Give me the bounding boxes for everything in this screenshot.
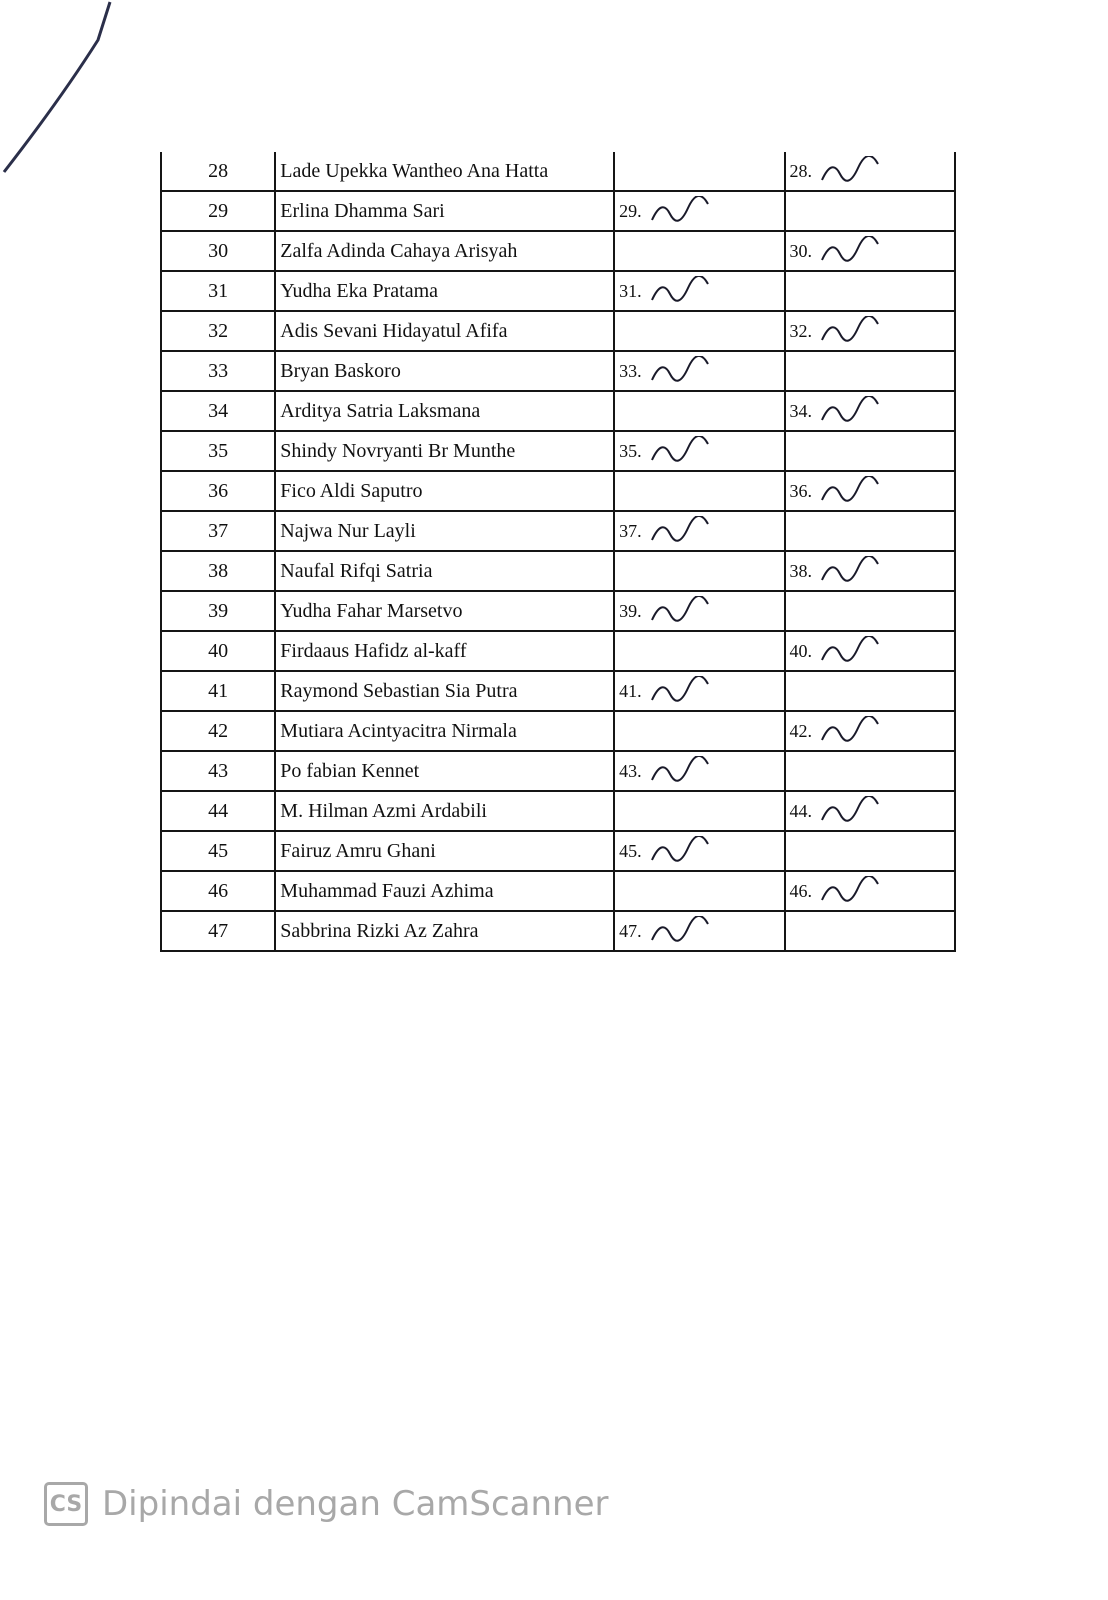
student-name: Muhammad Fauzi Azhima xyxy=(275,871,614,911)
table-row xyxy=(161,391,955,431)
handwritten-signature xyxy=(648,276,718,306)
table-row xyxy=(161,511,955,551)
signature-cell-right xyxy=(785,791,955,831)
student-name: Sabbrina Rizki Az Zahra xyxy=(275,911,614,951)
signature-cell-right xyxy=(785,551,955,591)
row-number: 39 xyxy=(161,591,275,631)
table-row xyxy=(161,431,955,471)
signature-cell-left xyxy=(614,671,784,711)
signature-cell-left xyxy=(614,231,784,271)
signature-cell-right xyxy=(785,831,955,871)
student-name: Firdaaus Hafidz al-kaff xyxy=(275,631,614,671)
row-number: 30 xyxy=(161,231,275,271)
student-name: Adis Sevani Hidayatul Afifa xyxy=(275,311,614,351)
signature-number: 37. xyxy=(619,520,642,541)
signature-cell-right xyxy=(785,711,955,751)
signature-cell-right xyxy=(785,231,955,271)
student-name: Mutiara Acintyacitra Nirmala xyxy=(275,711,614,751)
student-name: Fico Aldi Saputro xyxy=(275,471,614,511)
student-name: Raymond Sebastian Sia Putra xyxy=(275,671,614,711)
signature-number: 35. xyxy=(619,440,642,461)
table-row xyxy=(161,551,955,591)
table-row xyxy=(161,711,955,751)
signature-cell-left xyxy=(614,551,784,591)
signature-cell-left xyxy=(614,631,784,671)
table-row xyxy=(161,911,955,951)
signature-cell-left xyxy=(614,831,784,871)
signature-cell-left xyxy=(614,591,784,631)
signature-number: 46. xyxy=(789,880,813,901)
table-row xyxy=(161,591,955,631)
handwritten-signature xyxy=(818,396,888,426)
table-row xyxy=(161,631,955,671)
signature-number: 28. xyxy=(789,160,813,181)
signature-cell-right xyxy=(785,671,955,711)
signature-cell-left xyxy=(614,271,784,311)
row-number: 37 xyxy=(161,511,275,551)
signature-cell-left xyxy=(614,911,784,951)
handwritten-signature xyxy=(818,796,888,826)
student-name: M. Hilman Azmi Ardabili xyxy=(275,791,614,831)
handwritten-signature xyxy=(818,236,888,266)
signature-cell-right xyxy=(785,311,955,351)
signature-cell-right xyxy=(785,391,955,431)
table-row xyxy=(161,191,955,231)
signature-number: 39. xyxy=(619,600,642,621)
student-name: Po fabian Kennet xyxy=(275,751,614,791)
signature-cell-left xyxy=(614,711,784,751)
student-name: Naufal Rifqi Satria xyxy=(275,551,614,591)
signature-cell-right xyxy=(785,911,955,951)
table-row xyxy=(161,831,955,871)
camscanner-watermark xyxy=(44,1482,609,1526)
row-number: 41 xyxy=(161,671,275,711)
table-row xyxy=(161,791,955,831)
signature-number: 43. xyxy=(619,760,642,781)
handwritten-signature xyxy=(648,836,718,866)
student-name: Fairuz Amru Ghani xyxy=(275,831,614,871)
signature-cell-left xyxy=(614,871,784,911)
attendance-table xyxy=(160,152,956,952)
table-row xyxy=(161,351,955,391)
signature-number: 47. xyxy=(619,920,642,941)
signature-cell-right xyxy=(785,591,955,631)
signature-number: 36. xyxy=(789,480,813,501)
signature-cell-left xyxy=(614,471,784,511)
handwritten-signature xyxy=(818,876,888,906)
camscanner-logo-icon: CS xyxy=(44,1482,88,1526)
table-row xyxy=(161,471,955,511)
signature-cell-left xyxy=(614,351,784,391)
signature-cell-right xyxy=(785,511,955,551)
row-number: 44 xyxy=(161,791,275,831)
table-row xyxy=(161,152,955,191)
signature-cell-right xyxy=(785,152,955,191)
row-number: 32 xyxy=(161,311,275,351)
row-number: 34 xyxy=(161,391,275,431)
row-number: 35 xyxy=(161,431,275,471)
handwritten-signature xyxy=(648,756,718,786)
handwritten-signature xyxy=(648,516,718,546)
signature-cell-left xyxy=(614,751,784,791)
handwritten-signature xyxy=(818,636,888,666)
table-row xyxy=(161,751,955,791)
signature-number: 38. xyxy=(789,560,813,581)
handwritten-signature xyxy=(818,476,888,506)
row-number: 31 xyxy=(161,271,275,311)
table-row xyxy=(161,671,955,711)
handwritten-signature xyxy=(818,556,888,586)
student-name: Shindy Novryanti Br Munthe xyxy=(275,431,614,471)
signature-cell-left xyxy=(614,791,784,831)
signature-number: 34. xyxy=(789,400,813,421)
row-number: 47 xyxy=(161,911,275,951)
signature-number: 41. xyxy=(619,680,642,701)
signature-cell-left xyxy=(614,152,784,191)
handwritten-signature xyxy=(648,596,718,626)
signature-cell-right xyxy=(785,191,955,231)
student-name: Zalfa Adinda Cahaya Arisyah xyxy=(275,231,614,271)
student-name: Lade Upekka Wantheo Ana Hatta xyxy=(275,152,614,191)
signature-cell-right xyxy=(785,871,955,911)
row-number: 28 xyxy=(161,152,275,191)
signature-number: 45. xyxy=(619,840,642,861)
row-number: 42 xyxy=(161,711,275,751)
table-row xyxy=(161,271,955,311)
handwritten-signature xyxy=(648,916,718,946)
student-name: Bryan Baskoro xyxy=(275,351,614,391)
signature-cell-left xyxy=(614,391,784,431)
watermark-text: Dipindai dengan CamScanner xyxy=(102,1484,609,1524)
student-name: Yudha Fahar Marsetvo xyxy=(275,591,614,631)
signature-cell-right xyxy=(785,631,955,671)
signature-number: 42. xyxy=(789,720,813,741)
handwritten-signature xyxy=(648,356,718,386)
signature-cell-left xyxy=(614,511,784,551)
student-name: Erlina Dhamma Sari xyxy=(275,191,614,231)
signature-number: 31. xyxy=(619,280,642,301)
row-number: 45 xyxy=(161,831,275,871)
student-name: Yudha Eka Pratama xyxy=(275,271,614,311)
signature-cell-right xyxy=(785,351,955,391)
row-number: 40 xyxy=(161,631,275,671)
signature-number: 29. xyxy=(619,200,642,221)
signature-number: 33. xyxy=(619,360,642,381)
row-number: 33 xyxy=(161,351,275,391)
signature-number: 44. xyxy=(789,800,813,821)
signature-cell-left xyxy=(614,311,784,351)
signature-cell-right xyxy=(785,271,955,311)
handwritten-signature xyxy=(818,316,888,346)
signature-cell-right xyxy=(785,751,955,791)
table-row xyxy=(161,871,955,911)
signature-cell-left xyxy=(614,191,784,231)
signature-number: 30. xyxy=(789,240,813,261)
table-row xyxy=(161,311,955,351)
signature-cell-left xyxy=(614,431,784,471)
signature-cell-right xyxy=(785,431,955,471)
row-number: 38 xyxy=(161,551,275,591)
signature-number: 32. xyxy=(789,320,813,341)
handwritten-signature xyxy=(648,196,718,226)
row-number: 29 xyxy=(161,191,275,231)
student-name: Najwa Nur Layli xyxy=(275,511,614,551)
row-number: 46 xyxy=(161,871,275,911)
handwritten-signature xyxy=(818,716,888,746)
handwritten-signature xyxy=(648,436,718,466)
signature-cell-right xyxy=(785,471,955,511)
handwritten-signature xyxy=(818,156,888,186)
student-name: Arditya Satria Laksmana xyxy=(275,391,614,431)
table-row xyxy=(161,231,955,271)
row-number: 43 xyxy=(161,751,275,791)
handwritten-signature xyxy=(648,676,718,706)
pen-stroke-mark xyxy=(0,0,120,180)
row-number: 36 xyxy=(161,471,275,511)
signature-number: 40. xyxy=(789,640,813,661)
